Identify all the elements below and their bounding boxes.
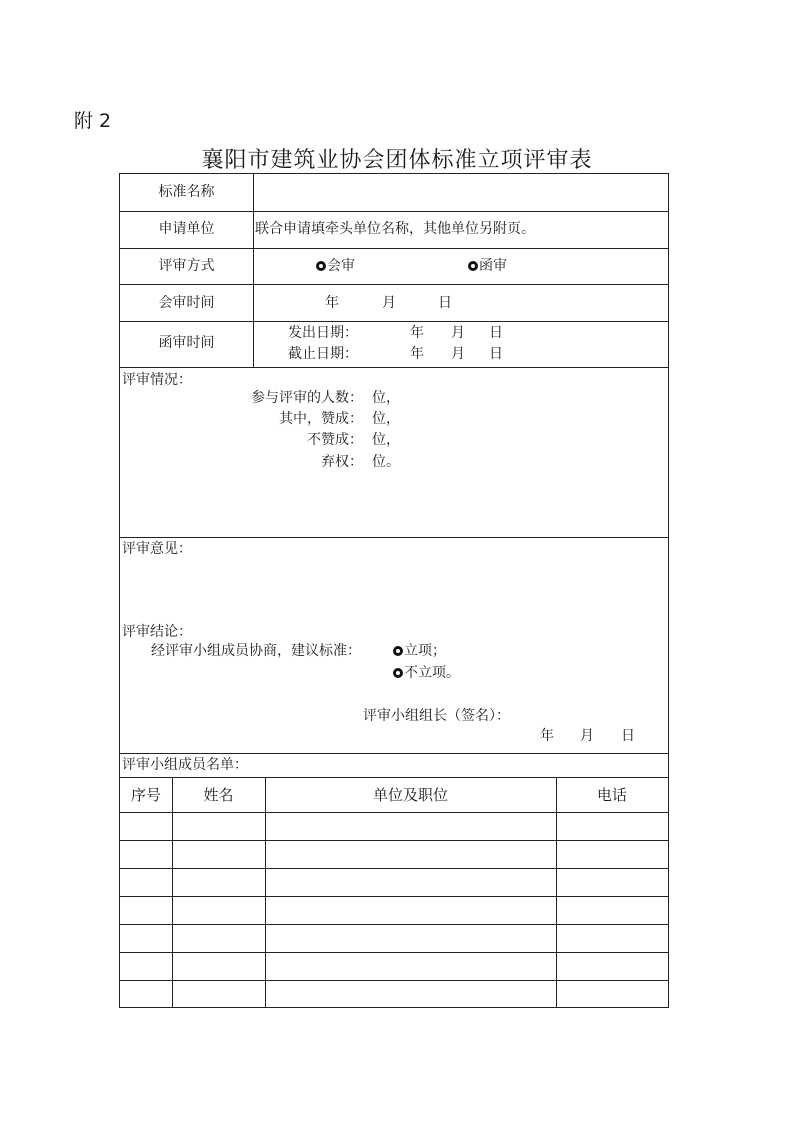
abstain-unit: 位。 [372, 454, 400, 470]
participants-label: 参与评审的人数： [251, 390, 363, 406]
review-form [119, 173, 669, 1008]
table-row[interactable] [120, 897, 668, 924]
issue-day: 日 [489, 325, 503, 341]
option-letter-review[interactable] [468, 257, 507, 275]
deadline-year: 年 [410, 346, 424, 362]
option-meeting-label: 会审 [327, 258, 355, 274]
participants-unit: 位， [372, 390, 400, 406]
review-method-label: 评审方式 [158, 258, 215, 274]
option-approve-label: 立项； [404, 643, 446, 659]
standard-name-label: 标准名称 [158, 184, 215, 200]
reject-label: 不赞成： [307, 432, 363, 448]
review-status-label: 评审情况： [122, 372, 192, 388]
radio-icon[interactable] [316, 261, 326, 271]
deadline-date-label: 截止日期： [288, 346, 358, 362]
radio-icon[interactable] [468, 261, 478, 271]
members-label: 评审小组成员名单： [122, 757, 248, 773]
option-letter-label: 函审 [479, 258, 507, 274]
meeting-day: 日 [438, 295, 452, 311]
table-row[interactable] [120, 841, 668, 868]
option-reject[interactable] [393, 664, 460, 682]
meeting-time-label: 会审时间 [158, 295, 215, 311]
leader-signature-label: 评审小组组长（签名）： [363, 708, 510, 724]
col-header-phone: 电话 [596, 786, 627, 804]
radio-icon[interactable] [393, 646, 403, 656]
table-row[interactable] [120, 813, 668, 840]
option-meeting-review[interactable] [316, 257, 355, 275]
review-opinion-label: 评审意见： [122, 541, 192, 557]
applicant-label: 申请单位 [158, 221, 215, 237]
issue-year: 年 [410, 325, 424, 341]
conclusion-year: 年 [540, 728, 554, 744]
approve-unit: 位， [372, 411, 400, 427]
reject-unit: 位， [372, 432, 400, 448]
radio-icon[interactable] [393, 668, 403, 678]
conclusion-text: 经评审小组成员协商，建议标准： [151, 643, 361, 659]
deadline-month: 月 [451, 346, 465, 362]
issue-month: 月 [451, 325, 465, 341]
abstain-label: 弃权： [321, 454, 363, 470]
table-row[interactable] [120, 953, 668, 980]
col-header-unit-position: 单位及职位 [372, 786, 448, 804]
col-header-index: 序号 [130, 786, 161, 804]
applicant-field[interactable]: 联合申请填牵头单位名称，其他单位另附页。 [255, 221, 535, 237]
letter-time-label: 函审时间 [158, 335, 215, 351]
page-title: 襄阳市建筑业协会团体标准立项评审表 [201, 148, 593, 173]
table-row[interactable] [120, 981, 668, 1007]
attachment-label: 附 2 [74, 110, 112, 132]
conclusion-month: 月 [580, 728, 594, 744]
issue-date-label: 发出日期： [288, 325, 358, 341]
col-header-name: 姓名 [203, 786, 234, 804]
option-reject-label: 不立项。 [404, 665, 460, 681]
deadline-day: 日 [489, 346, 503, 362]
table-row[interactable] [120, 925, 668, 952]
approve-label: 其中，赞成： [279, 411, 363, 427]
meeting-year: 年 [325, 295, 339, 311]
table-row[interactable] [120, 869, 668, 896]
meeting-month: 月 [382, 295, 396, 311]
option-approve[interactable] [393, 642, 446, 660]
review-conclusion-label: 评审结论： [122, 624, 192, 640]
standard-name-field[interactable] [260, 183, 660, 201]
conclusion-day: 日 [621, 728, 635, 744]
